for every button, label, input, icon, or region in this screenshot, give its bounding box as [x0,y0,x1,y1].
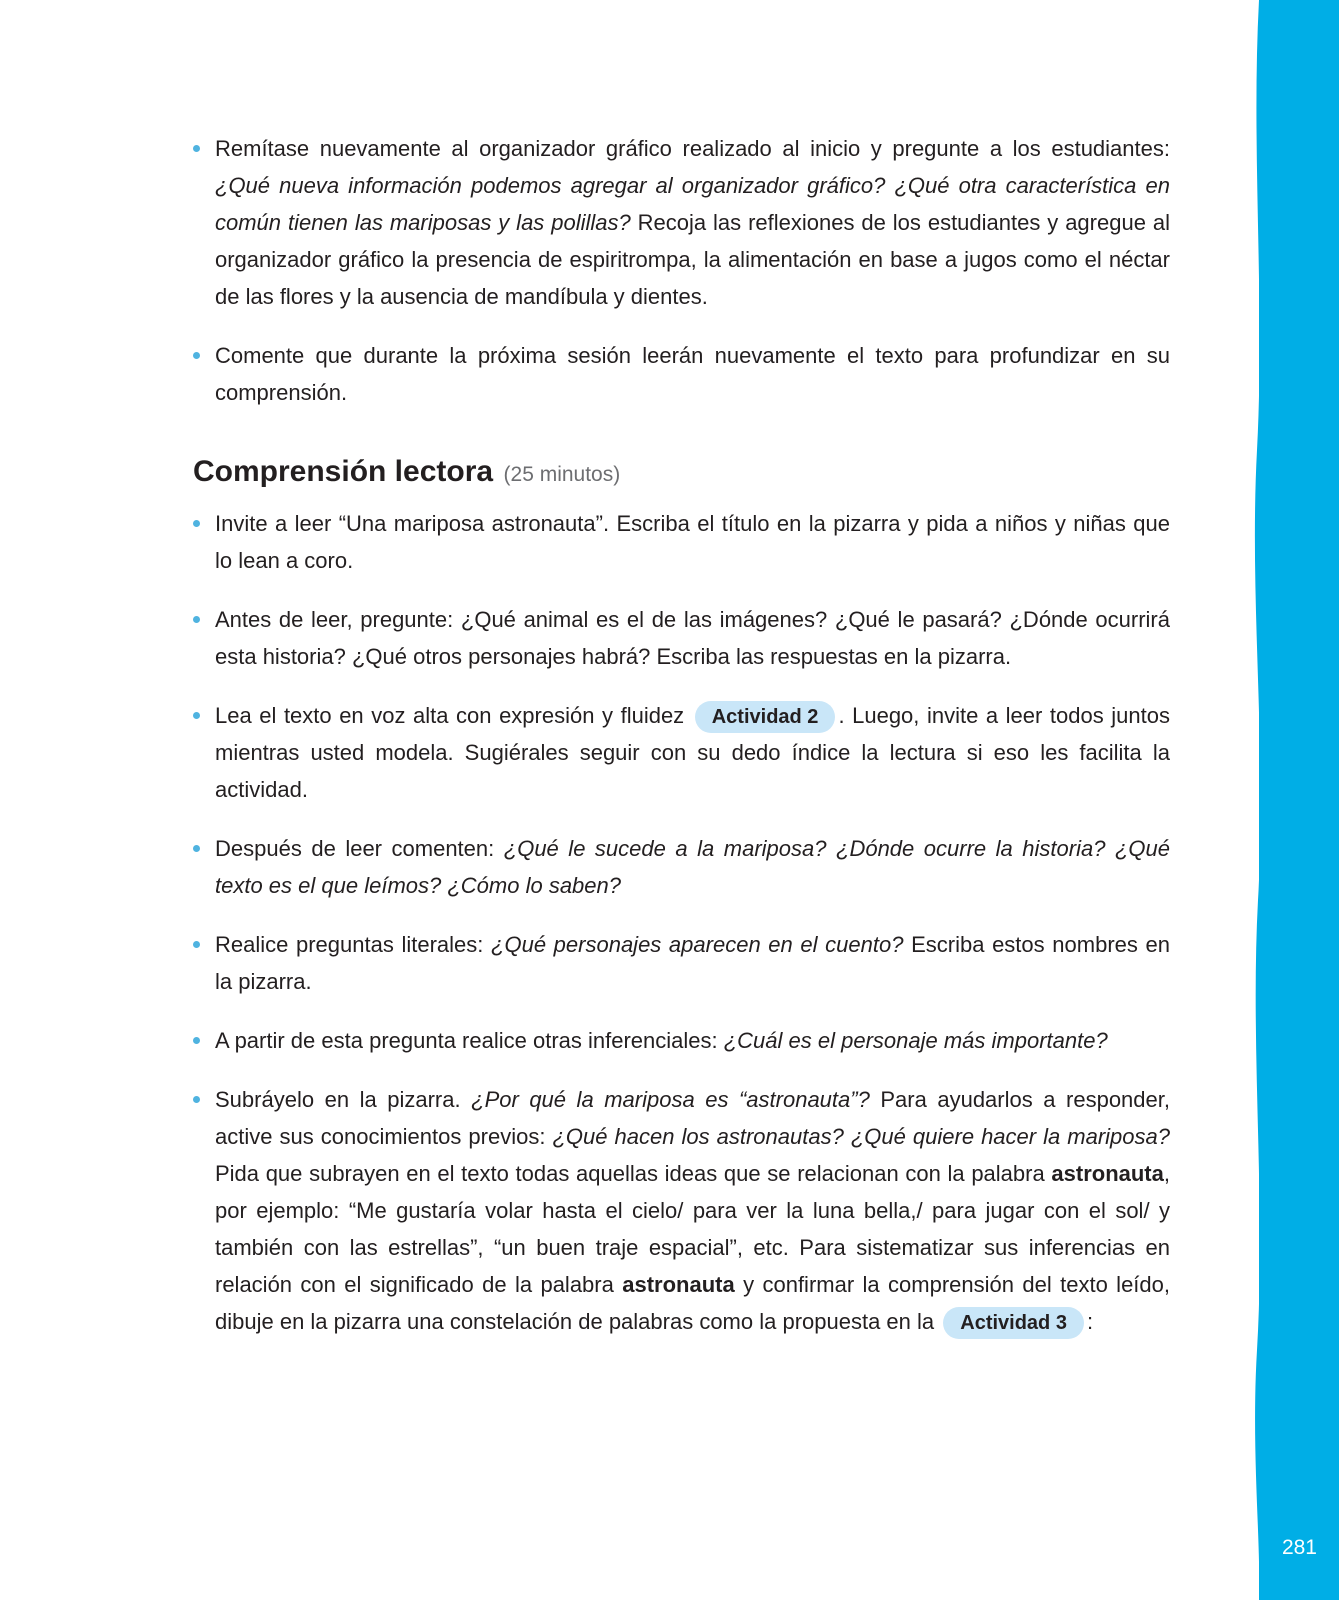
intro-list [193,130,1170,411]
list-item: Subráyelo en la pizarra. ¿Por qué la mariposa es “astronauta”? Para ayudarlos a responder, active sus conocimientos previos: ¿Qué hacen los astronautas? ¿Qué quiere hacer la mariposa? Pida que subrayen en el texto todas aquellas ideas que se relacionan con la palabra astronauta, por ejemplo: “Me gustaría volar hasta el cielo/ para ver la luna bella,/ para jugar con el sol/ y también con las estrellas”, “un buen traje espacial”, etc. Para sistematizar sus inferencias en relación con el significado de la palabra astronauta y confirmar la comprensión del texto leído, dibuje en la pizarra una constelación de palabras como la propuesta en la Actividad 3 : [193,1081,1170,1340]
side-band-wavy-edge [1245,0,1275,1600]
list-item: Después de leer comenten: ¿Qué le sucede a la mariposa? ¿Dónde ocurre la historia? ¿Qué texto es el que leímos? ¿Cómo lo saben? [193,830,1170,904]
bullet-dot-icon [193,712,200,719]
list-item: Comente que durante la próxima sesión leerán nuevamente el texto para profundizar en su comprensión. [193,337,1170,411]
bullet-dot-icon [193,520,200,527]
section-heading [193,455,1170,489]
section-title: Comprensión lectora [193,455,494,488]
side-color-band [1259,0,1339,1600]
page-content [193,130,1170,1362]
list-item: A partir de esta pregunta realice otras inferenciales: ¿Cuál es el personaje más importante? [193,1022,1170,1059]
list-item: Remítase nuevamente al organizador gráfico realizado al inicio y pregunte a los estudiantes: ¿Qué nueva información podemos agregar al organizador gráfico? ¿Qué otra característica en común tienen las mariposas y las polillas? Recoja las reflexiones de los estudiantes y agregue al organizador gráfico la presencia de espiritrompa, la alimentación en base a jugos como el néctar de las flores y la ausencia de mandíbula y dientes. [193,130,1170,315]
bullet-dot-icon [193,1037,200,1044]
page-number: 281 [1281,1536,1317,1559]
activity-list [193,505,1170,1340]
list-item: Lea el texto en voz alta con expresión y fluidez Actividad 2 . Luego, invite a leer todos juntos mientras usted modela. Sugiérales seguir con su dedo índice la lectura si eso les facilita la actividad. [193,697,1170,808]
bullet-dot-icon [193,352,200,359]
bullet-dot-icon [193,941,200,948]
bullet-dot-icon [193,616,200,623]
list-item: Antes de leer, pregunte: ¿Qué animal es el de las imágenes? ¿Qué le pasará? ¿Dónde ocurrirá esta historia? ¿Qué otros personajes habrá? Escriba las respuestas en la pizarra. [193,601,1170,675]
activity-2-tag: Actividad 2 [695,701,836,733]
list-item: Invite a leer “Una mariposa astronauta”. Escriba el título en la pizarra y pida a niños y niñas que lo lean a coro. [193,505,1170,579]
list-item: Realice preguntas literales: ¿Qué personajes aparecen en el cuento? Escriba estos nombres en la pizarra. [193,926,1170,1000]
activity-3-tag: Actividad 3 [943,1307,1084,1339]
bullet-dot-icon [193,845,200,852]
section-duration: (25 minutos) [503,463,621,486]
bullet-dot-icon [193,1096,200,1103]
bullet-dot-icon [193,145,200,152]
